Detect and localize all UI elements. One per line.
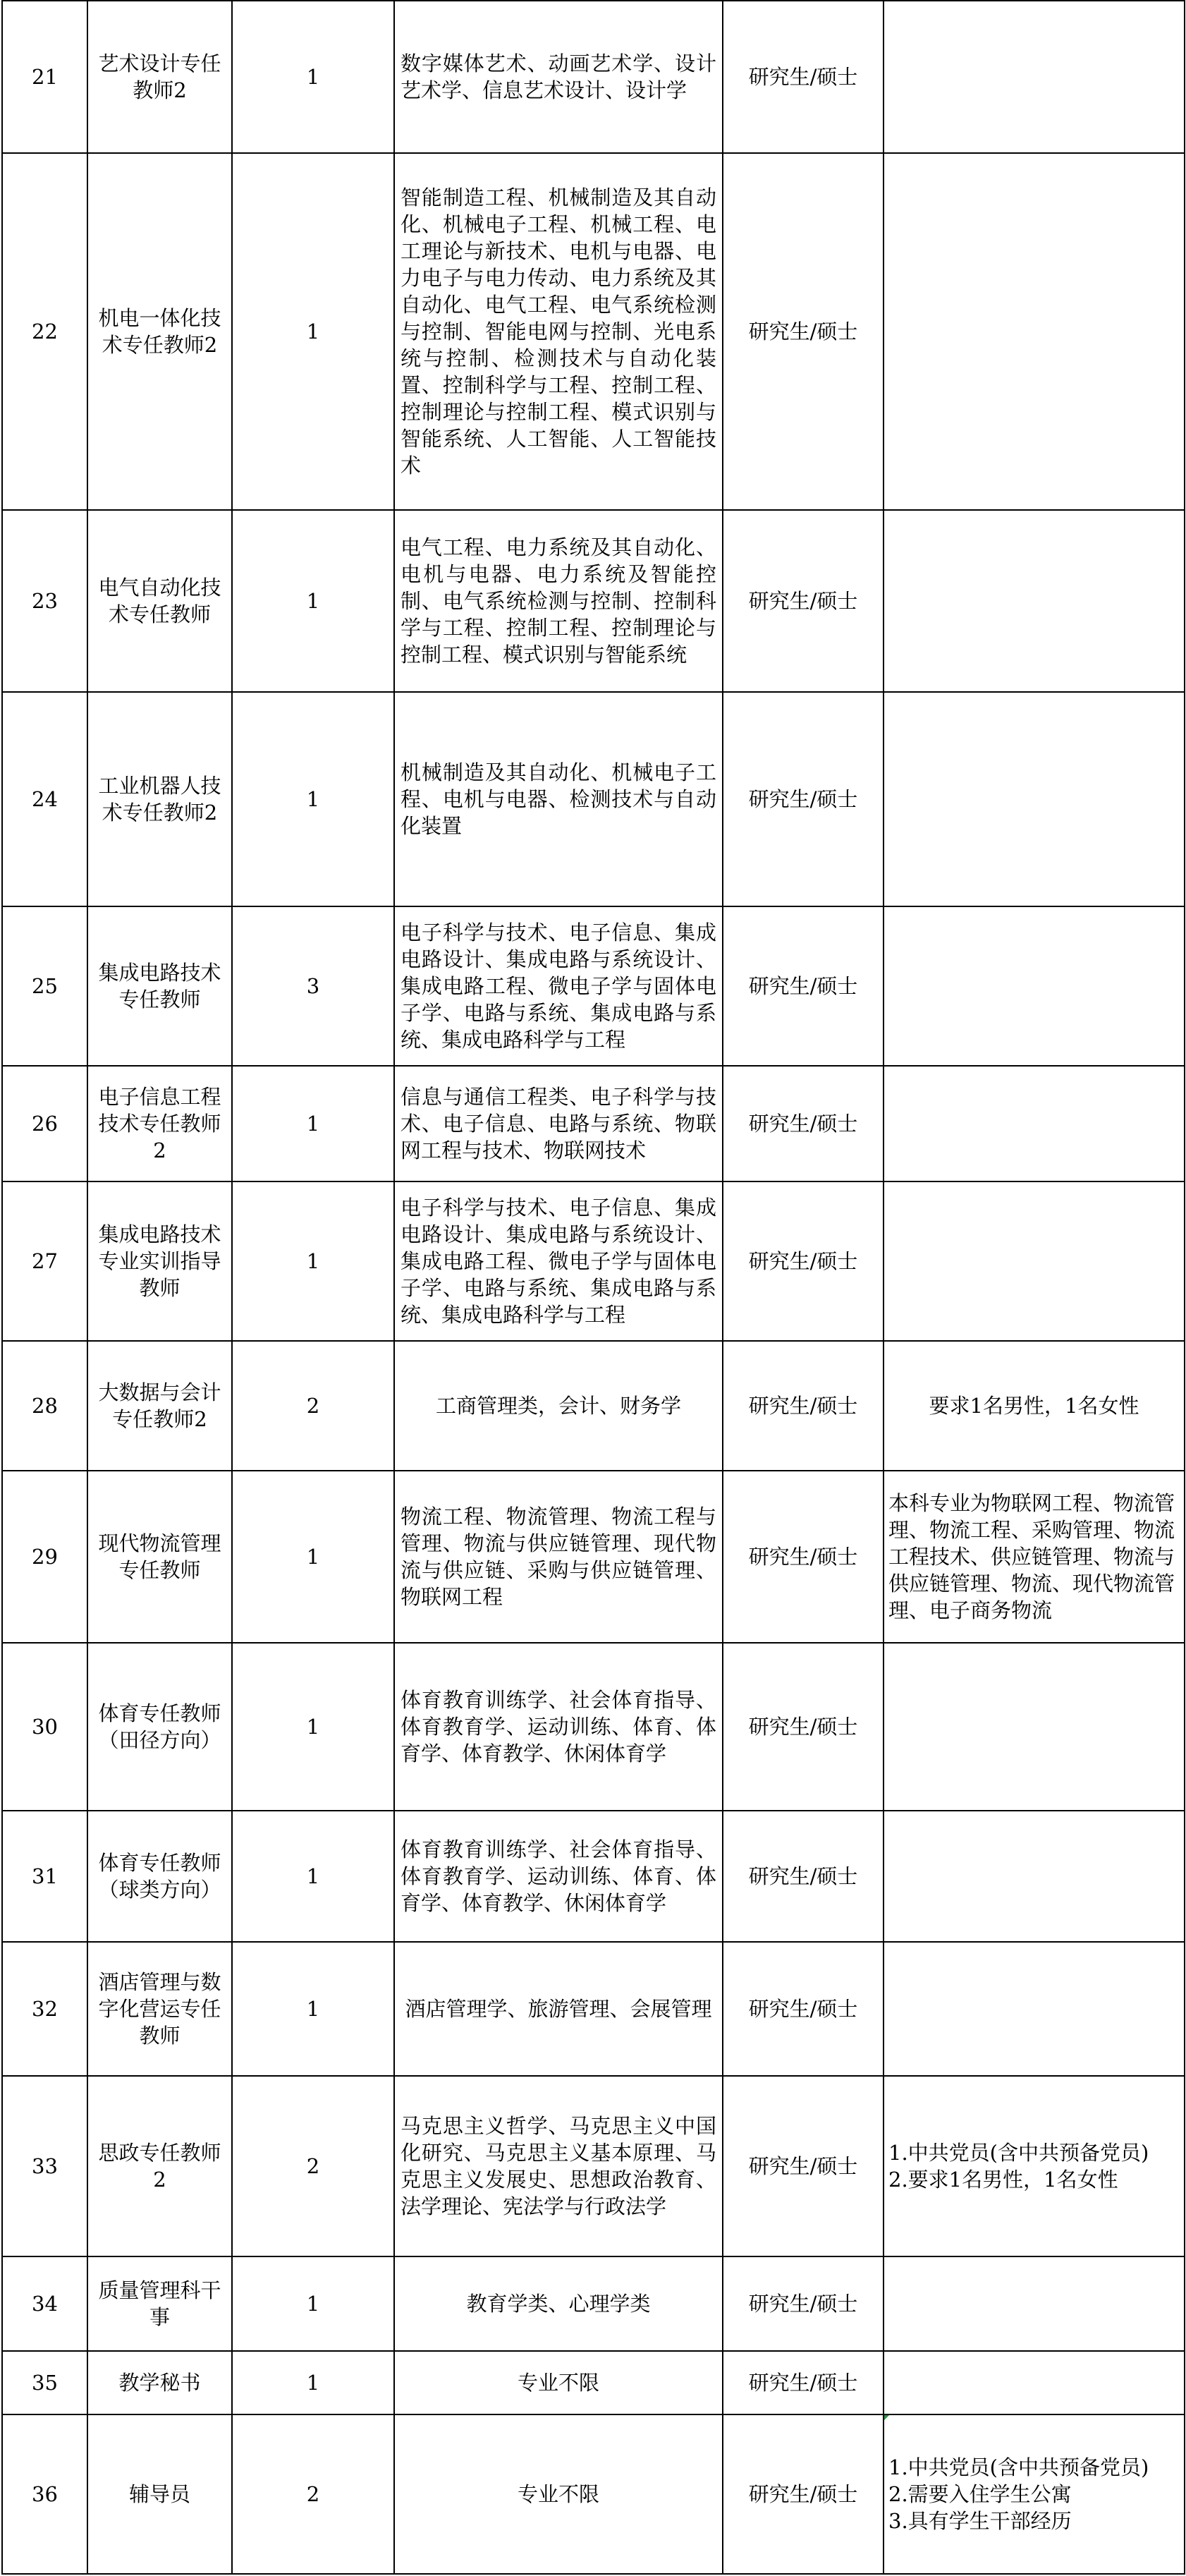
position-name: 体育专任教师（球类方向） xyxy=(87,1811,232,1942)
major-requirement: 物流工程、物流管理、物流工程与管理、物流与供应链管理、现代物流与供应链、采购与供应链管理、物联网工程 xyxy=(394,1471,723,1643)
row-number: 23 xyxy=(2,510,87,692)
comment-indicator-icon xyxy=(884,2415,889,2420)
hire-count: 1 xyxy=(232,1942,394,2076)
row-number: 30 xyxy=(2,1643,87,1811)
position-name: 辅导员 xyxy=(87,2414,232,2574)
remarks: 要求1名男性，1名女性 xyxy=(884,1341,1185,1471)
hire-count: 1 xyxy=(232,1471,394,1643)
hire-count: 1 xyxy=(232,2351,394,2414)
degree-requirement: 研究生/硕士 xyxy=(723,692,884,906)
table-row xyxy=(2,1341,1185,1471)
degree-requirement: 研究生/硕士 xyxy=(723,1471,884,1643)
table-row xyxy=(2,2256,1185,2351)
major-requirement: 数字媒体艺术、动画艺术学、设计艺术学、信息艺术设计、设计学 xyxy=(394,1,723,153)
hire-count: 1 xyxy=(232,510,394,692)
position-name: 教学秘书 xyxy=(87,2351,232,2414)
major-requirement: 机械制造及其自动化、机械电子工程、电机与电器、检测技术与自动化装置 xyxy=(394,692,723,906)
recruitment-table xyxy=(1,0,1185,2575)
remarks xyxy=(884,1643,1185,1811)
row-number: 26 xyxy=(2,1066,87,1181)
table-row xyxy=(2,1,1185,153)
major-requirement: 电子科学与技术、电子信息、集成电路设计、集成电路与系统设计、集成电路工程、微电子学与固体电子学、电路与系统、集成电路与系统、集成电路科学与工程 xyxy=(394,1181,723,1341)
table-row xyxy=(2,1181,1185,1341)
table-row xyxy=(2,906,1185,1066)
position-name: 艺术设计专任教师2 xyxy=(87,1,232,153)
position-name: 集成电路技术专任教师 xyxy=(87,906,232,1066)
table-row xyxy=(2,153,1185,510)
major-requirement: 教育学类、心理学类 xyxy=(394,2256,723,2351)
degree-requirement: 研究生/硕士 xyxy=(723,1066,884,1181)
remarks xyxy=(884,1811,1185,1942)
degree-requirement: 研究生/硕士 xyxy=(723,2076,884,2256)
degree-requirement: 研究生/硕士 xyxy=(723,906,884,1066)
remarks xyxy=(884,2256,1185,2351)
row-number: 32 xyxy=(2,1942,87,2076)
major-requirement: 体育教育训练学、社会体育指导、体育教育学、运动训练、体育、体育学、体育教学、休闲体育学 xyxy=(394,1811,723,1942)
hire-count: 2 xyxy=(232,2076,394,2256)
remarks: 本科专业为物联网工程、物流管理、物流工程、采购管理、物流工程技术、供应链管理、物流与供应链管理、物流、现代物流管理、电子商务物流 xyxy=(884,1471,1185,1643)
row-number: 21 xyxy=(2,1,87,153)
major-requirement: 酒店管理学、旅游管理、会展管理 xyxy=(394,1942,723,2076)
degree-requirement: 研究生/硕士 xyxy=(723,153,884,510)
position-name: 电气自动化技术专任教师 xyxy=(87,510,232,692)
major-requirement: 信息与通信工程类、电子科学与技术、电子信息、电路与系统、物联网工程与技术、物联网技术 xyxy=(394,1066,723,1181)
table-row xyxy=(2,1643,1185,1811)
remark-line: 2.要求1名男性，1名女性 xyxy=(888,2168,1118,2192)
row-number: 33 xyxy=(2,2076,87,2256)
position-name: 集成电路技术专业实训指导教师 xyxy=(87,1181,232,1341)
hire-count: 1 xyxy=(232,1811,394,1942)
hire-count: 2 xyxy=(232,2414,394,2574)
position-name: 质量管理科干事 xyxy=(87,2256,232,2351)
row-number: 29 xyxy=(2,1471,87,1643)
table-row xyxy=(2,1066,1185,1181)
remarks xyxy=(884,2414,1185,2574)
position-name: 工业机器人技术专任教师2 xyxy=(87,692,232,906)
remarks xyxy=(884,2076,1185,2256)
position-name: 大数据与会计专任教师2 xyxy=(87,1341,232,1471)
hire-count: 1 xyxy=(232,1,394,153)
position-name: 酒店管理与数字化营运专任教师 xyxy=(87,1942,232,2076)
row-number: 22 xyxy=(2,153,87,510)
degree-requirement: 研究生/硕士 xyxy=(723,1181,884,1341)
position-name: 现代物流管理专任教师 xyxy=(87,1471,232,1643)
row-number: 27 xyxy=(2,1181,87,1341)
hire-count: 1 xyxy=(232,1066,394,1181)
remarks xyxy=(884,692,1185,906)
table-row xyxy=(2,2076,1185,2256)
hire-count: 1 xyxy=(232,1181,394,1341)
position-name: 体育专任教师（田径方向） xyxy=(87,1643,232,1811)
table-row xyxy=(2,2414,1185,2574)
row-number: 24 xyxy=(2,692,87,906)
hire-count: 1 xyxy=(232,1643,394,1811)
remark-line: 1.中共党员(含中共预备党员) xyxy=(888,2455,1149,2479)
degree-requirement: 研究生/硕士 xyxy=(723,1942,884,2076)
row-number: 35 xyxy=(2,2351,87,2414)
table-row xyxy=(2,1811,1185,1942)
position-name: 电子信息工程技术专任教师2 xyxy=(87,1066,232,1181)
position-name: 机电一体化技术专任教师2 xyxy=(87,153,232,510)
table-row xyxy=(2,1942,1185,2076)
major-requirement: 智能制造工程、机械制造及其自动化、机械电子工程、机械工程、电工理论与新技术、电机与电器、电力电子与电力传动、电力系统及其自动化、电气工程、电气系统检测与控制、智能电网与控制、光电系统与控制、检测技术与自动化装置、控制科学与工程、控制工程、控制理论与控制工程、模式识别与智能系统、人工智能、人工智能技术 xyxy=(394,153,723,510)
degree-requirement: 研究生/硕士 xyxy=(723,2256,884,2351)
degree-requirement: 研究生/硕士 xyxy=(723,1341,884,1471)
row-number: 25 xyxy=(2,906,87,1066)
table-row xyxy=(2,2351,1185,2414)
hire-count: 1 xyxy=(232,692,394,906)
major-requirement: 电气工程、电力系统及其自动化、电机与电器、电力系统及智能控制、电气系统检测与控制、控制科学与工程、控制工程、控制理论与控制工程、模式识别与智能系统 xyxy=(394,510,723,692)
remarks xyxy=(884,510,1185,692)
remarks xyxy=(884,1942,1185,2076)
major-requirement: 体育教育训练学、社会体育指导、体育教育学、运动训练、体育、体育学、体育教学、休闲体育学 xyxy=(394,1643,723,1811)
row-number: 28 xyxy=(2,1341,87,1471)
remarks xyxy=(884,153,1185,510)
degree-requirement: 研究生/硕士 xyxy=(723,510,884,692)
remark-line: 3.具有学生干部经历 xyxy=(888,2509,1072,2533)
table-row xyxy=(2,1471,1185,1643)
major-requirement: 工商管理类，会计、财务学 xyxy=(394,1341,723,1471)
remark-line: 2.需要入住学生公寓 xyxy=(888,2482,1072,2506)
remarks xyxy=(884,1066,1185,1181)
hire-count: 1 xyxy=(232,153,394,510)
row-number: 36 xyxy=(2,2414,87,2574)
row-number: 34 xyxy=(2,2256,87,2351)
hire-count: 1 xyxy=(232,2256,394,2351)
remark-line: 1.中共党员(含中共预备党员) xyxy=(888,2141,1149,2165)
degree-requirement: 研究生/硕士 xyxy=(723,2351,884,2414)
remarks xyxy=(884,906,1185,1066)
major-requirement: 专业不限 xyxy=(394,2414,723,2574)
position-name: 思政专任教师2 xyxy=(87,2076,232,2256)
hire-count: 2 xyxy=(232,1341,394,1471)
degree-requirement: 研究生/硕士 xyxy=(723,1,884,153)
row-number: 31 xyxy=(2,1811,87,1942)
remarks xyxy=(884,1,1185,153)
table-row xyxy=(2,692,1185,906)
degree-requirement: 研究生/硕士 xyxy=(723,1811,884,1942)
major-requirement: 电子科学与技术、电子信息、集成电路设计、集成电路与系统设计、集成电路工程、微电子学与固体电子学、电路与系统、集成电路与系统、集成电路科学与工程 xyxy=(394,906,723,1066)
table-row xyxy=(2,510,1185,692)
major-requirement: 马克思主义哲学、马克思主义中国化研究、马克思主义基本原理、马克思主义发展史、思想政治教育、法学理论、宪法学与行政法学 xyxy=(394,2076,723,2256)
remarks xyxy=(884,2351,1185,2414)
hire-count: 3 xyxy=(232,906,394,1066)
degree-requirement: 研究生/硕士 xyxy=(723,2414,884,2574)
degree-requirement: 研究生/硕士 xyxy=(723,1643,884,1811)
major-requirement: 专业不限 xyxy=(394,2351,723,2414)
remarks xyxy=(884,1181,1185,1341)
